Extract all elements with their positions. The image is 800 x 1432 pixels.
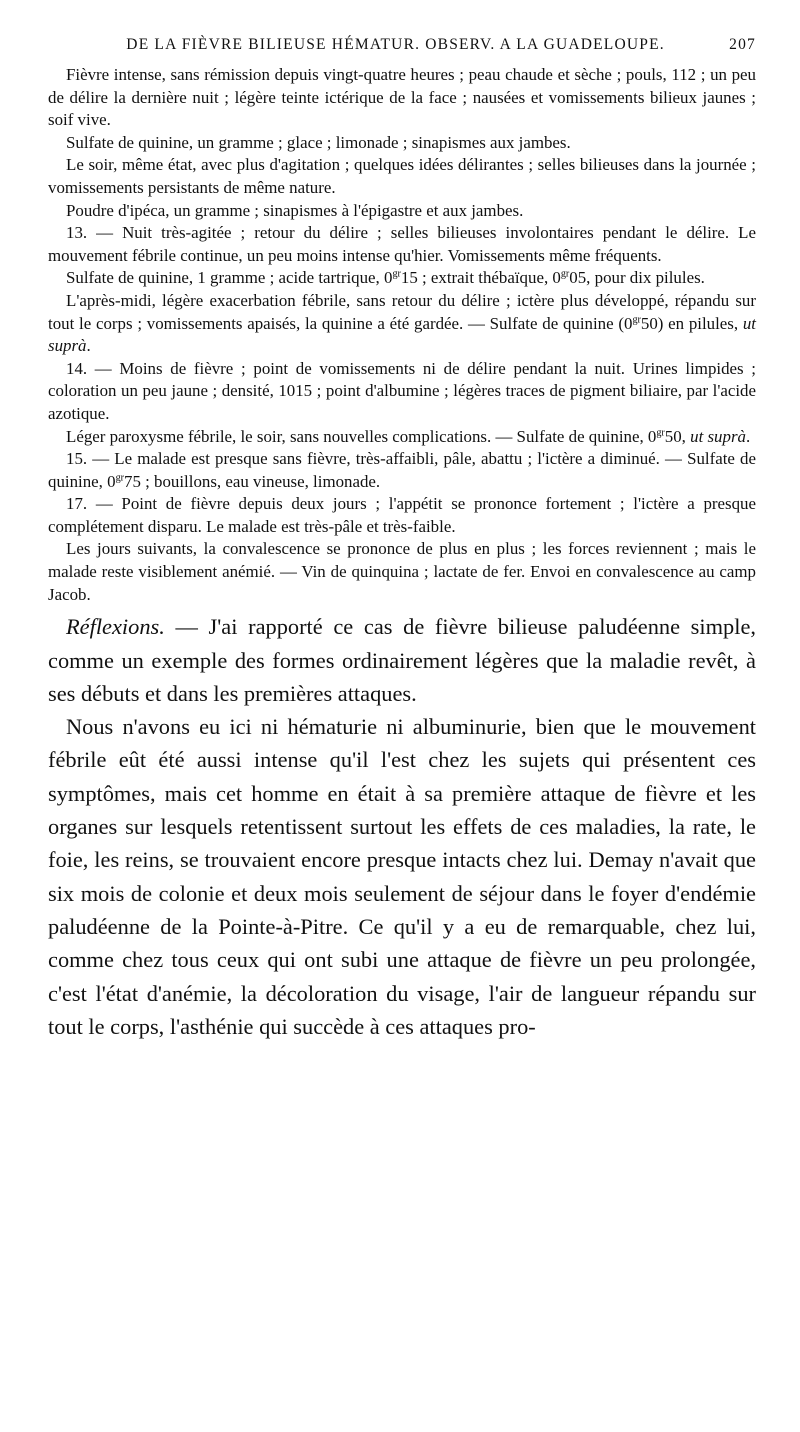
- case-paragraph: Léger paroxysme fébrile, le soir, sans nouvelles complications. — Sulfate de quinine, $0^{gr}50$, ut suprà.: [66, 426, 751, 446]
- case-paragraph: Les jours suivants, la convalescence se prononce de plus en plus ; les forces reviennent ; mais le malade reste visiblement anémié. — Vin de quinquina ; lactate de fer. Envoi en convalescence au camp Jacob.: [48, 539, 756, 604]
- reflexions-paragraph: Réflexions. — J'ai rapporté ce cas de fièvre bilieuse paludéenne simple, comme un exemple des formes ordinairement légères que la maladie revêt, à ses débuts et dans les premières attaques.: [48, 614, 756, 706]
- case-paragraph: 14. — Moins de fièvre ; point de vomissements ni de délire pendant la nuit. Urines limpides ; coloration un peu jaune ; densité, 1015 ; point d'albumine ; légères traces de pigment biliaire, par l'acide azotique.: [48, 358, 756, 423]
- case-paragraph: 13. — Nuit très-agitée ; retour du délire ; selles bilieuses involontaires pendant le délire. Le mouvement fébrile continue, un peu moins intense qu'hier. Vomissements même fréquents.: [48, 223, 756, 265]
- reflexions-paragraph: Nous n'avons eu ici ni hématurie ni albuminurie, bien que le mouvement fébrile eût été aussi intense qu'il l'est chez les sujets qui présentent ces symptômes, mais cet homme en était à sa première attaque de fièvre et les organes sur lesquels retentissent surtout les effets de ces maladies, la rate, le foie, les reins, se trouvaient encore presque intacts chez lui. Demay n'avait que six mois de colonie et deux mois seulement de séjour dans le foyer d'endémie paludéenne de la Pointe-à-Pitre. Ce qu'il y a eu de remarquable, chez lui, comme chez tous ceux qui ont subi une attaque de fièvre un peu prolongée, c'est l'état d'anémie, la décoloration du visage, l'air de langueur répandu sur tout le corps, l'asthénie qui succède à ces attaques pro-: [48, 714, 756, 1039]
- case-paragraph: Poudre d'ipéca, un gramme ; sinapismes à l'épigastre et aux jambes.: [66, 200, 524, 220]
- case-paragraph: 15. — Le malade est presque sans fièvre, très-affaibli, pâle, abattu ; l'ictère a diminué. — Sulfate de quinine, $0^{gr}75$ ; bouillons, eau vineuse, limonade.: [48, 449, 756, 491]
- running-head: [48, 36, 756, 54]
- reflexions-heading: Réflexions.: [66, 614, 165, 640]
- reflexions-section: [48, 610, 756, 1043]
- case-paragraph: L'après-midi, légère exacerbation fébrile, sans retour du délire ; ictère plus développé, répandu sur tout le corps ; vomissements apaisés, la quinine a été gardée. — Sulfate de quinine $(0^{gr}50)$ en pilules, ut suprà.: [48, 290, 756, 356]
- case-paragraph: 17. — Point de fièvre depuis deux jours ; l'appétit se prononce fortement ; l'ictère a presque complétement disparu. Le malade est très-pâle et très-faible.: [48, 494, 756, 536]
- running-title: DE LA FIÈVRE BILIEUSE HÉMATUR. OBSERV. A LA GUADELOUPE.: [126, 36, 665, 53]
- case-paragraph: Sulfate de quinine, 1 gramme ; acide tartrique, $0^{gr}15$ ; extrait thébaïque, $0^{gr}05$, pour dix pilules.: [66, 268, 705, 288]
- case-paragraph: Fièvre intense, sans rémission depuis vingt-quatre heures ; peau chaude et sèche ; pouls, 112 ; un peu de délire la dernière nuit ; légère teinte ictérique de la face ; nausées et vomissements bilieux jaunes ; soif vive.: [48, 65, 756, 130]
- case-notes: [48, 64, 756, 606]
- page-number: 207: [729, 36, 756, 53]
- case-paragraph: Le soir, même état, avec plus d'agitation ; quelques idées délirantes ; selles bilieuses dans la journée ; vomissements persistants de même nature.: [48, 155, 756, 197]
- case-paragraph: Sulfate de quinine, un gramme ; glace ; limonade ; sinapismes aux jambes.: [66, 132, 571, 152]
